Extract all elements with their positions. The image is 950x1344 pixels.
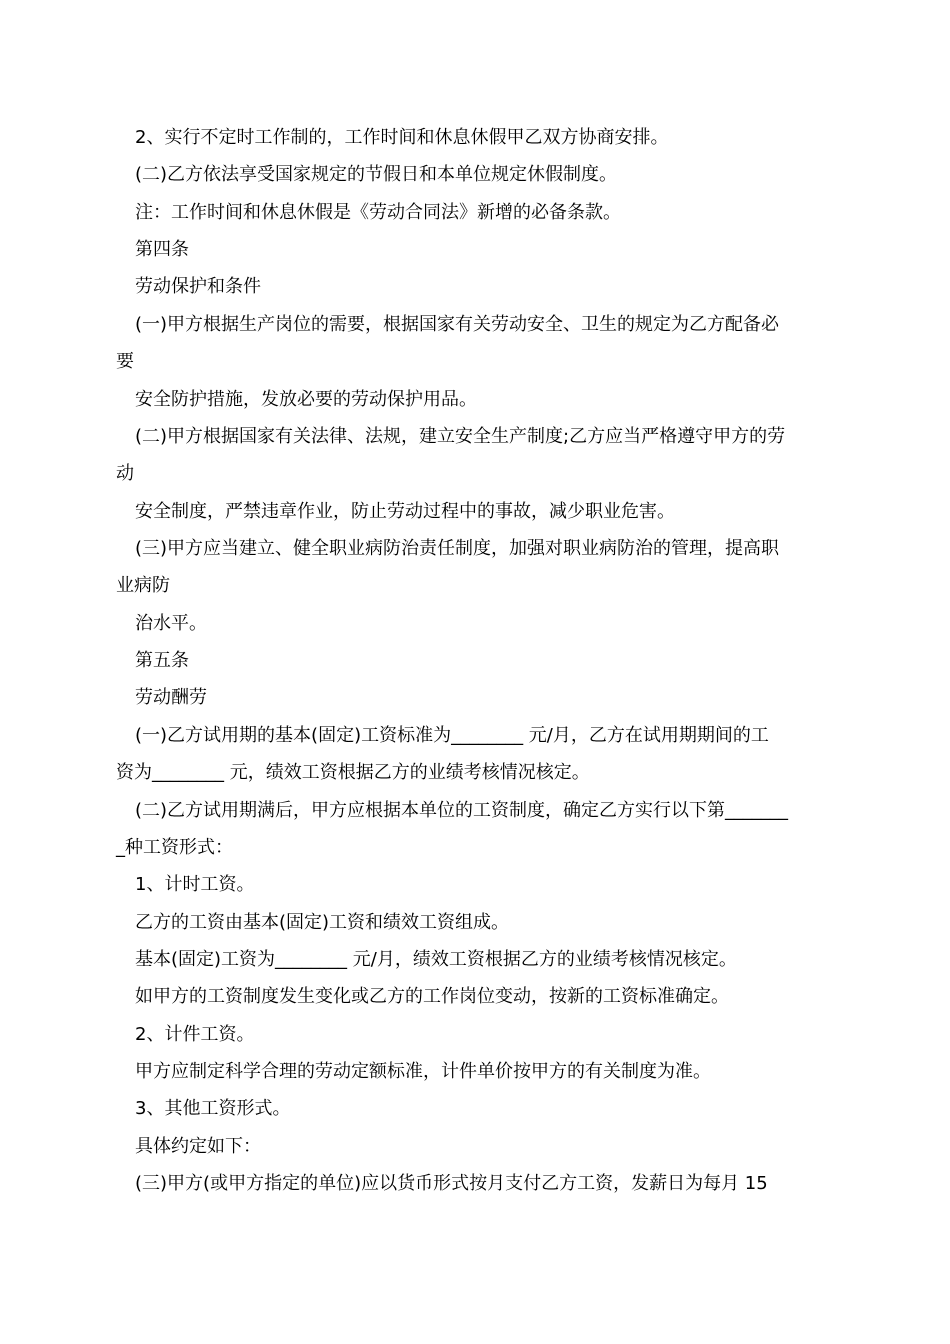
text-line: (二)乙方依法享受国家规定的节假日和本单位规定休假制度。 [135, 164, 618, 185]
text-line: (二)乙方试用期满后，甲方应根据本单位的工资制度，确定乙方实行以下第_______ [135, 800, 789, 821]
text-line: 1、计时工资。 [135, 874, 255, 895]
text-line: (一)乙方试用期的基本(固定)工资标准为________ 元/月，乙方在试用期期间的工 [135, 725, 769, 746]
section-title: 劳动酬劳 [135, 687, 207, 708]
text-line-continuation: 动 [116, 463, 134, 484]
text-line: 注：工作时间和休息休假是《劳动合同法》新增的必备条款。 [135, 202, 621, 223]
section-title: 劳动保护和条件 [135, 276, 261, 297]
text-line-continuation: _种工资形式： [116, 837, 233, 858]
text-line: 3、其他工资形式。 [135, 1098, 291, 1119]
text-line-continuation: 业病防 [116, 575, 170, 596]
text-line: (二)甲方根据国家有关法律、法规，建立安全生产制度;乙方应当严格遵守甲方的劳 [135, 426, 786, 447]
text-line: 治水平。 [135, 613, 207, 634]
text-line: (三)甲方应当建立、健全职业病防治责任制度，加强对职业病防治的管理，提高职 [135, 538, 780, 559]
section-heading: 第五条 [135, 650, 189, 671]
text-line: 2、实行不定时工作制的，工作时间和休息休假甲乙双方协商安排。 [135, 127, 669, 148]
text-line: 基本(固定)工资为________ 元/月，绩效工资根据乙方的业绩考核情况核定。 [135, 949, 737, 970]
text-line: 安全防护措施，发放必要的劳动保护用品。 [135, 389, 477, 410]
text-line: 具体约定如下： [135, 1136, 261, 1157]
text-line: 安全制度，严禁违章作业，防止劳动过程中的事故，减少职业危害。 [135, 501, 675, 522]
text-line: (三)甲方(或甲方指定的单位)应以货币形式按月支付乙方工资，发薪日为每月 15 [135, 1173, 768, 1194]
text-line-continuation: 资为________ 元，绩效工资根据乙方的业绩考核情况核定。 [116, 762, 590, 783]
text-line: 甲方应制定科学合理的劳动定额标准，计件单价按甲方的有关制度为准。 [135, 1061, 711, 1082]
text-line-continuation: 要 [116, 351, 134, 372]
text-line: 如甲方的工资制度发生变化或乙方的工作岗位变动，按新的工资标准确定。 [135, 986, 729, 1007]
section-heading: 第四条 [135, 239, 189, 260]
text-line: (一)甲方根据生产岗位的需要，根据国家有关劳动安全、卫生的规定为乙方配备必 [135, 314, 780, 335]
text-line: 乙方的工资由基本(固定)工资和绩效工资组成。 [135, 912, 510, 933]
text-line: 2、计件工资。 [135, 1024, 255, 1045]
